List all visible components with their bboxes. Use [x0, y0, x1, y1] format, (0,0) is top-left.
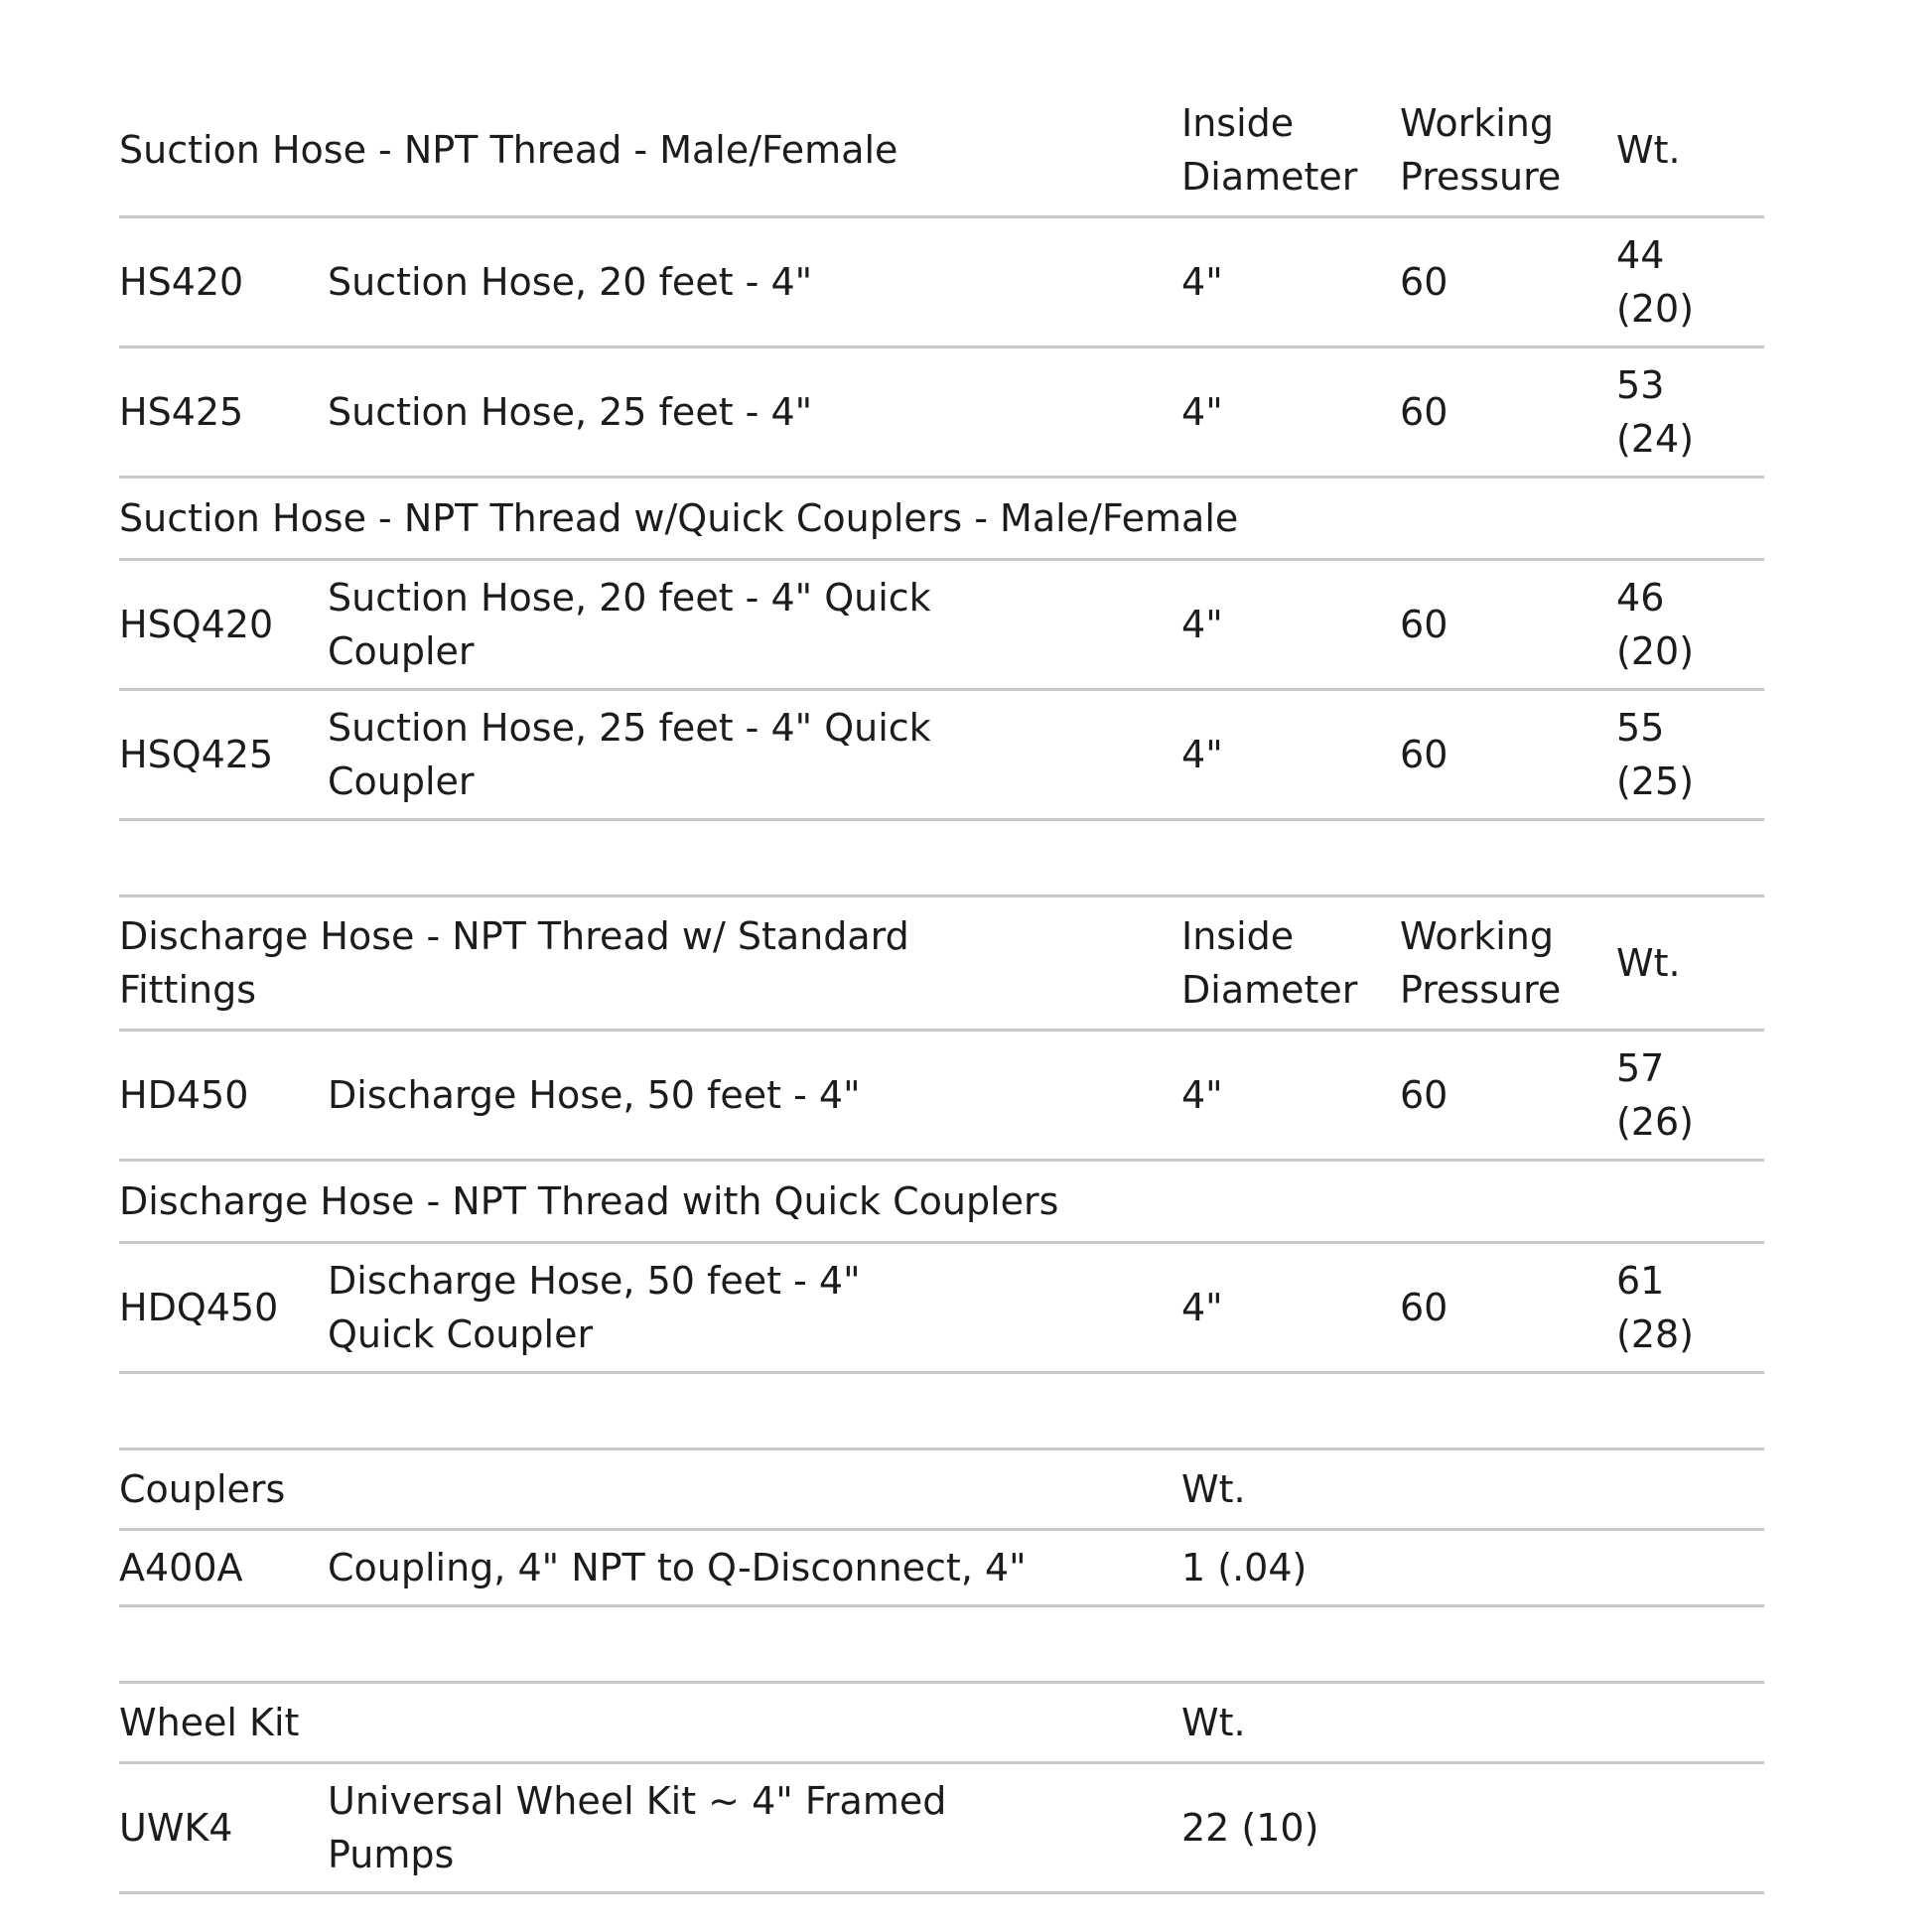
inside-diameter-cell: 4": [1181, 733, 1223, 776]
section-title: Suction Hose - NPT Thread w/Quick Couplers - Male/Female: [119, 496, 1239, 540]
product-spec-sheet: [119, 84, 1932, 1894]
inside-diameter-cell: 4": [1181, 1286, 1223, 1329]
table-header-row: [119, 897, 1764, 1031]
weight-text: 44 (20): [1616, 233, 1695, 331]
couplers-table: [119, 1448, 1764, 1607]
table-title: Suction Hose - NPT Thread - Male/Female: [119, 84, 1181, 217]
weight-text: 61 (28): [1616, 1259, 1695, 1356]
description-cell: [328, 347, 1181, 478]
section-header-row: [119, 1161, 1764, 1243]
description-text: Discharge Hose, 50 feet - 4" Quick Coupler: [328, 1259, 861, 1356]
description-cell: [328, 560, 1181, 690]
table-row: [119, 1530, 1764, 1606]
weight-text: 57 (26): [1616, 1046, 1695, 1144]
working-pressure-cell: 60: [1400, 390, 1449, 434]
description-text: Suction Hose, 25 feet - 4": [328, 390, 813, 434]
description-cell: [328, 1243, 1181, 1373]
table-row: [119, 1763, 1764, 1893]
description-cell: [328, 1031, 1181, 1161]
model-cell: HS420: [119, 260, 244, 304]
description-text: Suction Hose, 20 feet - 4" Quick Coupler: [328, 576, 931, 673]
weight-cell: [1616, 217, 1764, 347]
column-header-weight: Wt.: [1181, 1449, 1764, 1530]
section-title: Discharge Hose - NPT Thread with Quick Couplers: [119, 1179, 1059, 1223]
weight-cell: 1 (.04): [1181, 1546, 1308, 1589]
weight-cell: [1616, 690, 1764, 820]
inside-diameter-cell: 4": [1181, 390, 1223, 434]
section-header-row: [119, 478, 1764, 560]
weight-cell: [1616, 560, 1764, 690]
wheel-kit-table: [119, 1681, 1764, 1894]
model-cell: UWK4: [119, 1806, 233, 1850]
column-header-weight: Wt.: [1181, 1683, 1764, 1763]
column-header-inside-diameter: Inside Diameter: [1181, 897, 1400, 1031]
inside-diameter-cell: 4": [1181, 260, 1223, 304]
inside-diameter-cell: 4": [1181, 1073, 1223, 1117]
suction-hose-table: [119, 84, 1764, 821]
table-title: [119, 897, 1181, 1031]
table-row: [119, 1031, 1764, 1161]
description-cell: [328, 690, 1181, 820]
inside-diameter-cell: 4": [1181, 603, 1223, 646]
weight-text: 53 (24): [1616, 363, 1695, 461]
working-pressure-cell: 60: [1400, 1073, 1449, 1117]
weight-cell: [1616, 1031, 1764, 1161]
description-text: Discharge Hose, 50 feet - 4": [328, 1073, 861, 1117]
column-header-weight: Wt.: [1616, 897, 1764, 1031]
table-row: [119, 217, 1764, 347]
working-pressure-cell: 60: [1400, 260, 1449, 304]
table-row: [119, 1243, 1764, 1373]
weight-text: 55 (25): [1616, 706, 1695, 803]
model-cell: HS425: [119, 390, 244, 434]
model-cell: HSQ420: [119, 603, 274, 646]
column-header-inside-diameter: Inside Diameter: [1181, 84, 1400, 217]
table-header-row: [119, 1449, 1764, 1530]
table-row: [119, 560, 1764, 690]
description-text: Suction Hose, 20 feet - 4": [328, 260, 813, 304]
column-header-working-pressure: Working Pressure: [1400, 84, 1616, 217]
model-cell: HDQ450: [119, 1286, 279, 1329]
table-title: Wheel Kit: [119, 1683, 1181, 1763]
description-cell: [328, 1763, 1181, 1893]
working-pressure-cell: 60: [1400, 1286, 1449, 1329]
table-header-row: [119, 1683, 1764, 1763]
description-text: Coupling, 4" NPT to Q-Disconnect, 4": [328, 1546, 1027, 1589]
working-pressure-cell: 60: [1400, 603, 1449, 646]
model-cell: HSQ425: [119, 733, 274, 776]
weight-cell: [1616, 1243, 1764, 1373]
description-text: Universal Wheel Kit ~ 4" Framed Pumps: [328, 1779, 947, 1876]
model-cell: A400A: [119, 1546, 243, 1589]
description-cell: [328, 217, 1181, 347]
table-title-text: Discharge Hose - NPT Thread w/ Standard Fittings: [119, 914, 909, 1012]
table-row: [119, 347, 1764, 478]
description-cell: [328, 1530, 1181, 1606]
weight-cell: 22 (10): [1181, 1806, 1319, 1850]
table-row: [119, 690, 1764, 820]
column-header-working-pressure: Working Pressure: [1400, 897, 1616, 1031]
discharge-hose-table: [119, 895, 1764, 1374]
model-cell: HD450: [119, 1073, 249, 1117]
description-text: Suction Hose, 25 feet - 4" Quick Coupler: [328, 706, 931, 803]
working-pressure-cell: 60: [1400, 733, 1449, 776]
column-header-weight: Wt.: [1616, 84, 1764, 217]
table-title: Couplers: [119, 1449, 1181, 1530]
table-header-row: [119, 84, 1764, 217]
weight-cell: [1616, 347, 1764, 478]
weight-text: 46 (20): [1616, 576, 1695, 673]
